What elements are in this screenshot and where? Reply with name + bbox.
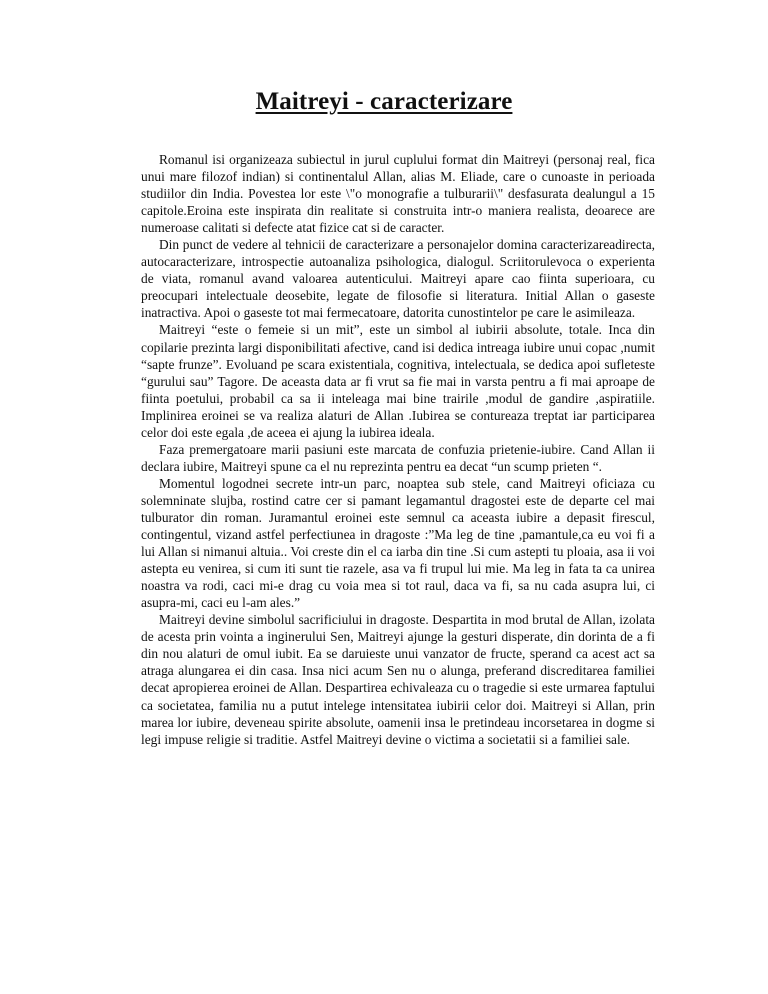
paragraph-characterization-technique: Din punct de vedere al tehnicii de caracterizare a personajelor domina caracterizareadirecta, autocaracterizare, introspectie autoanaliza psihologica, dialogul. Scriitorulevoca o experienta de viata, romanul avand valoarea autenticului. Maitreyi apare cao fiinta superioara, cu preocupari intelectuale deosebite, legate de filosofie si literatura. Initial Allan o gaseste inatractiva. Apoi o gaseste tot mai fermecatoare, datorita cunostintelor pe care le asimileaza.: [141, 237, 655, 321]
paragraph-engagement: Momentul logodnei secrete intr-un parc, noaptea sub stele, cand Maitreyi oficiaza cu solemninate slujba, rostind catre cer si pamant legamantul dragostei este de departe cel mai tulburator din roman. Juramantul eroinei este semnul ca aceasta iubire a depasit firescul, contingentul, vizand astfel perfectiunea in dragoste :”Ma leg de tine ,pamantule,ca eu voi fi a lui Allan si nimanui altuia.. Voi creste din el ca iarba din tine .Si cum astepti tu ploaia, asa ii voi astepta eu venirea, si cum iti sunt tie razele, asa va fi trupul lui mie. Ma leg in fata ta ca unirea noastra va rodi, caci mi-e drag cu voia mea si tot raul, daca va fi, sa nu cada asupra lui, ci asupra-mi, caci eu l-am ales.”: [141, 475, 655, 611]
paragraph-intro: Romanul isi organizeaza subiectul in jurul cuplului format din Maitreyi (personaj real, fica unui mare filozof indian) si continentalul Allan, alias M. Eliade, care o cunoaste in perioada studiilor din India. Povestea lor este \"o monografie a tulburarii\" desfasurata dealungul a 15 capitole.Eroina este inspirata din realitate si construita intr-o maniera realista, deoarece are numeroase calitati si defecte atat fizice cat si de caracter.: [141, 152, 655, 236]
paragraph-symbol-of-love: Maitreyi “este o femeie si un mit”, este un simbol al iubirii absolute, totale. Inca din copilarie prezinta largi disponibilitati afective, cand isi dedica intreaga iubire unui copac ,numit “sapte frunze”. Evoluand pe scara existentiala, cognitiva, intelectuala, se dedica apoi sufleteste “gurului sau” Tagore. De aceasta data ar fi vrut sa fie mai in varsta pentru a fi mai aproape de fiinta poetului, probabil ca sa ii inteleaga mai bine trairile ,modul de gandire ,aspiratiile. Implinirea eroinei se va realiza alaturi de Allan .Iubirea se contureaza treptat iar participarea celor doi este egala ,de aceea ei ajung la iubirea ideala.: [141, 322, 655, 440]
document-title: Maitreyi - caracterizare: [255, 88, 513, 115]
paragraph-sacrifice: Maitreyi devine simbolul sacrificiului in dragoste. Despartita in mod brutal de Allan, izolata de acesta prin vointa a inginerului Sen, Maitreyi ajunge la gesturi disperate, din dorinta de a fi din nou alaturi de omul iubit. Ea se daruieste unui vanzator de fructe, sperand ca acest act sa atraga alungarea ei din casa. Insa nici acum Sen nu o alunga, preferand discreditarea familiei decat apropierea eroinei de Allan. Despartirea echivaleaza cu o tragedie si este urmarea faptului ca societatea, familia nu a putut intelege intensitatea iubirii celor doi. Maitreyi si Allan, prin marea lor iubire, deveneau spirite absolute, oamenii insa le pretindeau incorsetarea in dogme si legi impuse religie si traditie. Astfel Maitreyi devine o victima a societatii si a familiei sale.: [141, 612, 655, 747]
document-body: [141, 151, 655, 748]
paragraph-friendship-love: Faza premergatoare marii pasiuni este marcata de confuzia prietenie-iubire. Cand Allan ii declara iubire, Maitreyi spune ca el nu reprezinta pentru ea decat “un scump prieten “.: [141, 441, 655, 474]
